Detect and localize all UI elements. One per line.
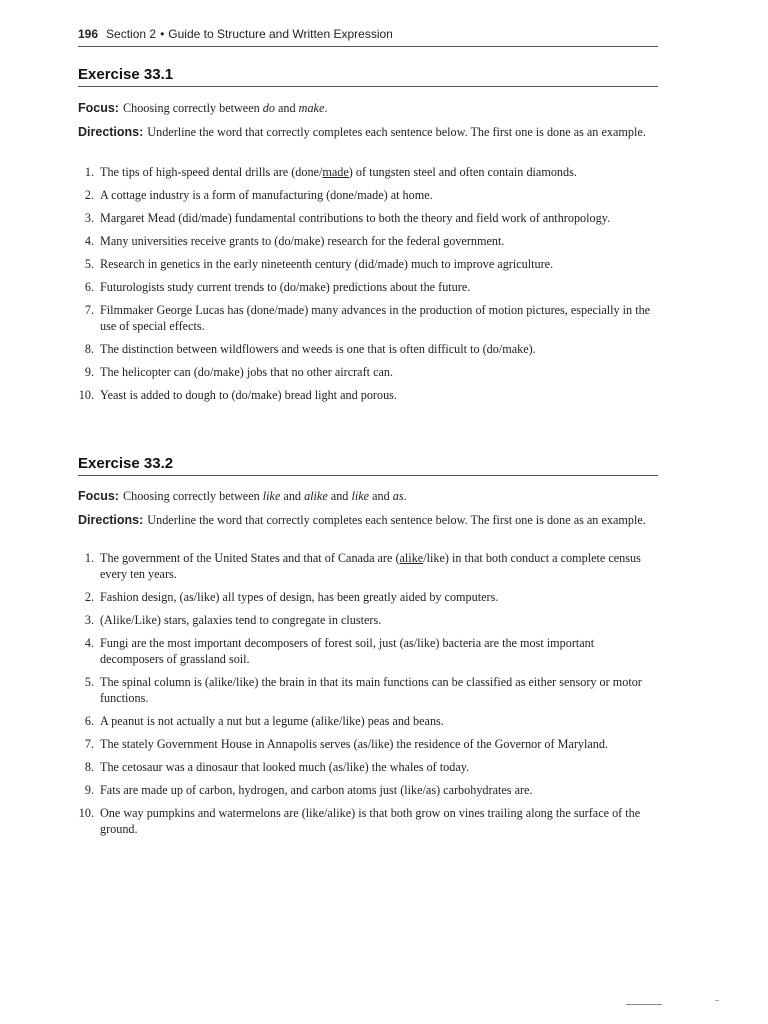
item-text: Fungi are the most important decomposers of forest soil, just (as/like) bacteria are the most important decomposers of grassland soil. [100,636,595,666]
header-rule [78,46,658,47]
list-item [78,759,658,775]
list-item [78,612,658,628]
item-number: 5. [84,675,94,689]
item-number: 1. [84,165,94,179]
list-item [78,233,658,249]
item-text: A cottage industry is a form of manufacturing (done/made) at home. [100,188,433,202]
focus-text: . [324,101,328,115]
focus-word: as [392,489,404,503]
header-title: Guide to Structure and Written Expression [168,27,393,41]
exercise-33-1-directions [78,124,658,140]
focus-word: alike [304,489,328,503]
list-item [78,164,658,180]
item-text: One way pumpkins and watermelons are (like/alike) is that both grow on vines trailing along the surface of the ground. [100,806,641,836]
underlined-answer: made [322,165,349,179]
list-item [78,364,658,380]
item-number: 4. [84,636,94,650]
list-item [78,302,658,334]
item-text: A peanut is not actually a nut but a legume (alike/like) peas and beans. [100,714,444,728]
exercise-33-1-focus [78,100,658,116]
underlined-answer: alike [399,551,424,565]
list-item [78,256,658,272]
focus-text: Choosing correctly between [122,101,263,115]
item-text: Fats are made up of carbon, hydrogen, and carbon atoms just (like/as) carbohydrates are. [100,783,533,797]
header-bullet: • [160,27,165,41]
item-text: Fashion design, (as/like) all types of design, has been greatly aided by computers. [100,590,499,604]
focus-text: and [369,489,393,503]
exercise-33-1-rule [78,86,658,87]
item-number: 1. [84,551,94,565]
exercise-33-1-list [78,164,658,403]
focus-text: . [403,489,407,503]
exercise-33-2-rule [78,475,658,476]
focus-text: Choosing correctly between [122,489,263,503]
exercise-33-2-focus [78,488,658,504]
list-item [78,805,658,837]
exercise-33-2-list [78,550,658,837]
list-item [78,674,658,706]
list-item [78,279,658,295]
item-number: 8. [84,342,94,356]
item-text: /like) in that both conduct a complete census every ten years. [100,551,641,581]
list-item [78,782,658,798]
directions-label: Directions: [78,513,144,527]
item-text: Futurologists study current trends to (do/make) predictions about the future. [100,280,471,294]
focus-label: Focus: [78,489,119,503]
focus-text: and [280,489,305,503]
focus-word: like [262,489,281,503]
item-number: 2. [84,590,94,604]
list-item [78,341,658,357]
section-label: Section 2 [106,27,157,41]
focus-word: make [298,101,325,115]
focus-label: Focus: [78,101,119,115]
focus-word: like [351,489,370,503]
exercise-33-2-title: Exercise 33.2 [78,455,174,472]
directions-text: Underline the word that correctly completes each sentence below. The first one is done as an example. [147,125,646,139]
item-text: The tips of high-speed dental drills are (done/ [100,165,323,179]
item-number: 4. [84,234,94,248]
item-number: 2. [84,188,94,202]
focus-text: and [274,101,299,115]
list-item [78,187,658,203]
item-text: Margaret Mead (did/made) fundamental contributions to both the theory and field work of anthropology. [100,211,611,225]
item-text: Research in genetics in the early nineteenth century (did/made) much to improve agriculture. [100,257,554,271]
item-number: 7. [84,737,94,751]
exercise-33-1-title: Exercise 33.1 [78,66,174,83]
footer-mark [715,1000,719,1001]
item-number: 3. [84,211,94,225]
item-text: The helicopter can (do/make) jobs that no other aircraft can. [100,365,394,379]
list-item [78,387,658,403]
item-number: 9. [84,783,94,797]
item-number: 8. [84,760,94,774]
focus-text: and [327,489,352,503]
list-item [78,210,658,226]
list-item [78,713,658,729]
item-text: Yeast is added to dough to (do/make) bread light and porous. [100,388,397,402]
list-item [78,550,658,582]
list-item [78,589,658,605]
item-text: The cetosaur was a dinosaur that looked much (as/like) the whales of today. [100,760,470,774]
exercise-33-2-directions [78,512,658,528]
page-number: 196 [78,27,99,41]
focus-word: do [262,101,275,115]
footer-rule [626,1004,662,1005]
item-number: 3. [84,613,94,627]
item-number: 5. [84,257,94,271]
item-text: ) of tungsten steel and often contain diamonds. [348,165,577,179]
item-text: The spinal column is (alike/like) the brain in that its main functions can be classified as either sensory or motor functions. [100,675,642,705]
list-item [78,736,658,752]
directions-label: Directions: [78,125,144,139]
item-number: 10. [78,388,94,402]
item-text: The distinction between wildflowers and weeds is one that is often difficult to (do/make). [100,342,536,356]
item-text: The stately Government House in Annapolis serves (as/like) the residence of the Governor of Maryland. [100,737,609,751]
item-text: Filmmaker George Lucas has (done/made) many advances in the production of motion pictures, especially in the use of special effects. [100,303,651,333]
list-item [78,635,658,667]
running-header [78,27,658,41]
item-number: 7. [84,303,94,317]
item-text: (Alike/Like) stars, galaxies tend to congregate in clusters. [100,613,382,627]
item-number: 6. [84,714,94,728]
item-number: 10. [78,806,94,820]
item-text: Many universities receive grants to (do/make) research for the federal government. [100,234,505,248]
item-text: The government of the United States and that of Canada are ( [100,551,400,565]
item-number: 6. [84,280,94,294]
directions-text: Underline the word that correctly completes each sentence below. The first one is done as an example. [147,513,646,527]
item-number: 9. [84,365,94,379]
